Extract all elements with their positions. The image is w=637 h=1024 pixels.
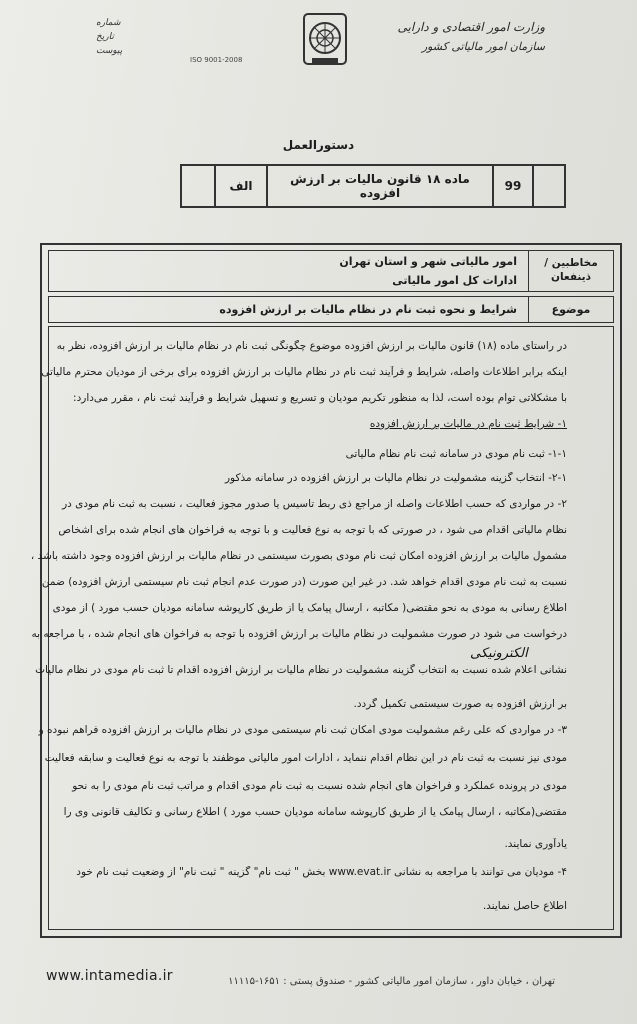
body-line: مقتضی(مکاتبه ، ارسال پیامک یا از طریق کارپوشه سامانه مودیان حسب مورد ) اطلاع رسانی و تکالیف قانونی وی را (63, 806, 567, 818)
body-line: ۲- در مواردی که حسب اطلاعات واصله از مراجع ذی ربط تاسیس یا صدور مجوز فعالیت ، نسبت به ثبت نام مودی در (62, 498, 567, 510)
footer-address: تهران ، خیابان داور ، سازمان امور مالیاتی کشور - صندوق پستی : ۱۶۵۱-۱۱۱۱۵ (228, 976, 555, 987)
body-line: ۱-۱- ثبت نام مودی در سامانه ثبت نام نظام مالیاتی (345, 448, 567, 460)
organization-name: سازمان امور مالیاتی کشور (421, 40, 545, 53)
recipients-line-2: ادارات کل امور مالیاتی (392, 274, 517, 287)
subject-value: شرایط و نحوه ثبت نام در نظام مالیات بر ارزش افزوده (219, 303, 517, 316)
meta-attachment-label: پیوست (96, 46, 123, 56)
meta-date-label: تاریخ (96, 32, 114, 42)
body-line: نسبت به ثبت نام مودی اقدام خواهد شد. در غیر این صورت (در صورت عدم انجام ثبت نام سیستمی ارزش افزوده) ضمن (41, 576, 567, 588)
body-line: در راستای ماده (۱۸) قانون مالیات بر ارزش افزوده موضوع چگونگی ثبت نام در نظام مالیات بر ارزش افزوده، نظر به (56, 340, 567, 352)
recipients-label: مخاطبین / ذینفعان (528, 251, 613, 291)
document-title: دستورالعمل (282, 138, 355, 152)
recipients-line-1: امور مالیاتی شهر و استان تهران (339, 255, 517, 268)
ministry-header (365, 20, 545, 53)
organization-emblem-icon (296, 8, 354, 72)
body-line: ۳- در مواردی که علی رغم مشمولیت مودی امکان ثبت نام سیستمی مودی در نظام مالیات بر ارزش افزوده فراهم نبوده و (38, 724, 567, 736)
body-line: اطلاع رسانی به مودی به نحو مقتضی( مکاتبه ، ارسال پیامک یا از طریق کارپوشه سامانه مودیان حسب مورد ) از مودی (52, 602, 567, 614)
body-line: مودی در پرونده عملکرد و فراخوان های انجام شده نسبت به ثبت نام مودی اقدام و مراتب ثبت نام مودی را به نحو (72, 780, 567, 792)
iso-label: ISO 9001-2008 (190, 56, 243, 64)
empty-cell (181, 165, 215, 207)
subject-row (48, 296, 614, 323)
body-line: با مشکلاتی توام بوده است، لذا به منظور تکریم مودیان و تسریع و تسهیل شرایط و فرآیند ثبت نام ، مقرر می‌دارد: (73, 392, 567, 404)
code-number: 99 (493, 165, 533, 207)
ministry-name: وزارت امور اقتصادی و دارایی (397, 20, 545, 34)
body-line: مشمول مالیات بر ارزش افزوده امکان ثبت نام مودی بصورت سیستمی در نظام مالیات بر ارزش افزوده وجود داشته باشد ، (30, 550, 567, 562)
body-line: یادآوری نمایند. (504, 838, 567, 850)
letter-meta-labels (96, 16, 122, 58)
code-subject: ماده ۱۸ قانون مالیات بر ارزش افزوده (267, 165, 493, 207)
body-line: اطلاع حاصل نمایند. (482, 900, 567, 912)
empty-cell (533, 165, 565, 207)
body-line: بر ارزش افزوده به صورت سیستمی تکمیل گردد. (353, 698, 567, 710)
footer-website: www.intamedia.ir (46, 968, 173, 984)
body-line: اینکه برابر اطلاعات واصله، شرایط و فرآیند ثبت نام در نظام مالیات بر ارزش افزوده برای برخی از مودیان محترم مالیاتی (41, 366, 567, 378)
body-line: ۲-۱- انتخاب گزینه مشمولیت در نظام مالیات بر ارزش افزوده در سامانه مذکور (224, 472, 567, 484)
recipients-row (48, 250, 614, 292)
body-line: نظام مالیاتی اقدام می شود ، در صورتی که با توجه به نوع فعالیت و با توجه به فراخوان های انجام شده برای اشخاص (58, 524, 567, 536)
subject-label: موضوع (528, 297, 613, 322)
section-heading: ۱- شرایط ثبت نام در مالیات بر ارزش افزوده (369, 418, 567, 430)
code-series: الف (215, 165, 267, 207)
body-line: نشانی اعلام شده نسبت به انتخاب گزینه مشمولیت در نظام مالیات بر ارزش افزوده اقدام تا ثبت نام مودی در نظام مالیات (35, 664, 567, 676)
meta-number-label: شماره (96, 18, 121, 28)
body-line: درخواست می شود در صورت مشمولیت در نظام مالیات بر ارزش افزوده با توجه به فراخوان های انجام شده ، با مراجعه به (31, 628, 567, 640)
body-line: مودی نیز نسبت به ثبت نام در این نظام اقدام ننماید ، ادارات امور مالیاتی موظفند با توجه به نوع فعالیت و سابقه فعالیت (44, 752, 567, 764)
body-line: ۴- مودیان می توانند با مراجعه به نشانی www.evat.ir بخش " ثبت نام" گزینه " ثبت نام" از وضعیت ثبت نام خود (76, 866, 567, 878)
instruction-code-table (180, 164, 566, 208)
handwritten-annotation: الکترونیکی (470, 646, 528, 661)
